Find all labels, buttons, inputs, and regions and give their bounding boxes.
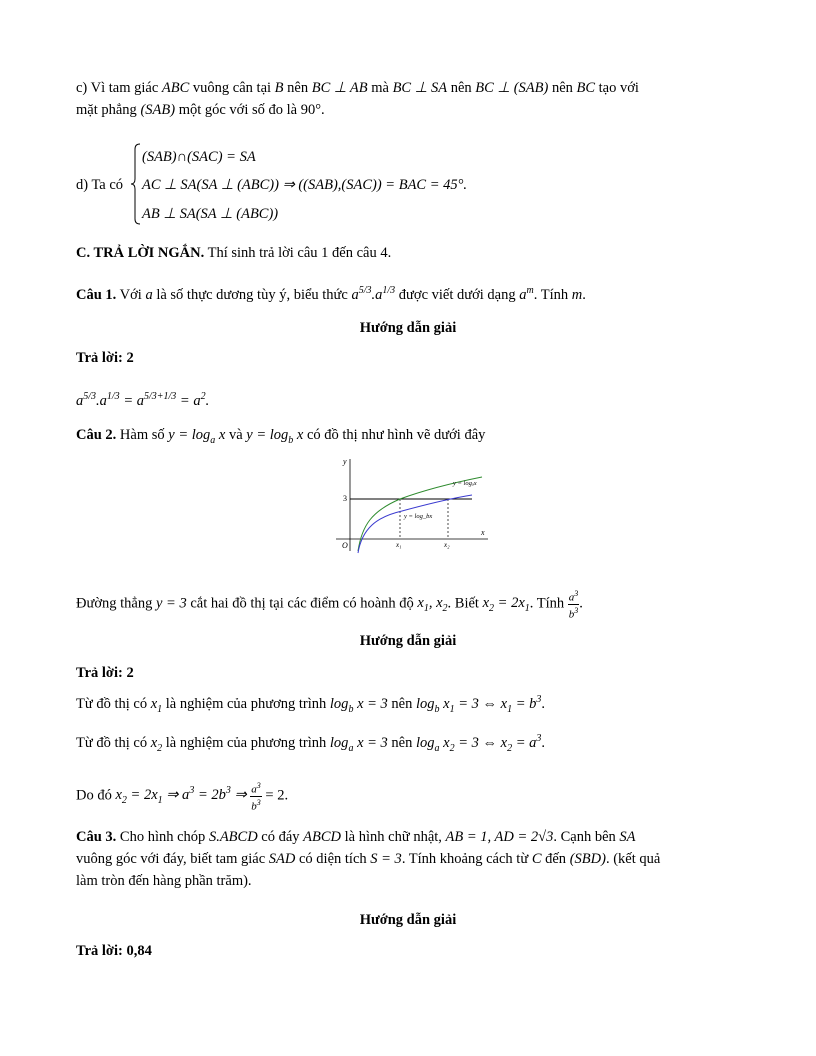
x2-label: x₂ [444,541,450,549]
x1-label: x₁ [396,541,402,549]
section-c-heading: C. TRẢ LỜI NGẮN. Thí sinh trả lời câu 1 đến câu 4. [76,245,392,261]
x-axis-label: x [481,528,485,537]
guide-heading-3: Hướng dẫn giải [359,912,457,928]
system-line-1: (SAB)∩(SAC) = SA [142,149,256,165]
guide-heading-1: Hướng dẫn giải [359,320,457,336]
y-axis-label: y [343,457,347,466]
curve-log-b [358,495,472,553]
answer-3: Trả lời: 0,84 [76,943,152,959]
three-label: 3 [343,494,347,503]
origin-label: O [342,541,348,550]
guide-heading-2: Hướng dẫn giải [359,633,457,649]
q2-step-1: Từ đồ thị có $x_1$ là nghiệm của phương trình $\log_b x = 3$ nên $\log_b x_1 = 3$ ⇔ $x_1 = b^3$. [76,694,545,715]
answer-2: Trả lời: 2 [76,665,134,681]
system-line-2: AC ⊥ SA(SA ⊥ (ABC)) ⇒ ((SAB),(SAC)) = BAC = 45°. [142,177,468,193]
q2-step-3: Do đó $x_2 = 2x_1$ ⇒ $a^3 = 2b^3$ ⇒ $\frac{a^3}{b^3}$ = 2. [76,781,289,813]
q2-statement: Đường thẳng y = 3 cắt hai đồ thị tại các điểm có hoành độ $x_1$, $x_2$. Biết $x_2 = 2x_1$. Tính $\frac{a^3}{b^3}$ . [76,589,583,621]
system-line-3: AB ⊥ SA(SA ⊥ (ABC)) [142,206,279,222]
answer-1: Trả lời: 2 [76,350,134,366]
text: c) Vì tam giác [76,80,162,96]
question-3: Câu 3. Cho hình chóp S.ABCD có đáy ABCD là hình chữ nhật, AB = 1, AD = 2√3. Cạnh bên SA vuông góc với đáy, biết tam giác SAD có diện tích S = 3. Tính khoảng cách từ C đến (SBD). (kết quả làm tròn đến hàng phần trăm). [76,829,661,889]
q2-step-2: Từ đồ thị có $x_2$ là nghiệm của phương trình $\log_a x = 3$ nên $\log_a x_2 = 3$ ⇔ $x_2 = a^3$. [76,733,545,754]
part-d-label: d) Ta có [76,177,124,193]
question-2: Câu 2. Hàm số $y = \log_a x$ và $y = \log_b x$ có đồ thị như hình vẽ dưới đây [76,427,486,446]
q1-solution: $a^{5/3}.a^{1/3} = a^{5/3+1/3} = a^2$. [76,391,210,409]
label-log-a: y = logₐx [453,480,477,487]
part-c: c) Vì tam giác ABC vuông cân tại B nên BC ⊥ AB mà BC ⊥ SA nên BC ⊥ (SAB) nên BC tạo với mặt phẳng (SAB) một góc với số đo là 90°. [76,80,639,118]
label-log-b: y = log_bx [404,513,433,520]
brace-icon [131,143,141,225]
log-graph [332,455,494,555]
question-1: Câu 1. Với a là số thực dương tùy ý, biểu thức $a^{5/3}.a^{1/3}$ được viết dưới dạng $a^m$. Tính m. [76,285,586,303]
